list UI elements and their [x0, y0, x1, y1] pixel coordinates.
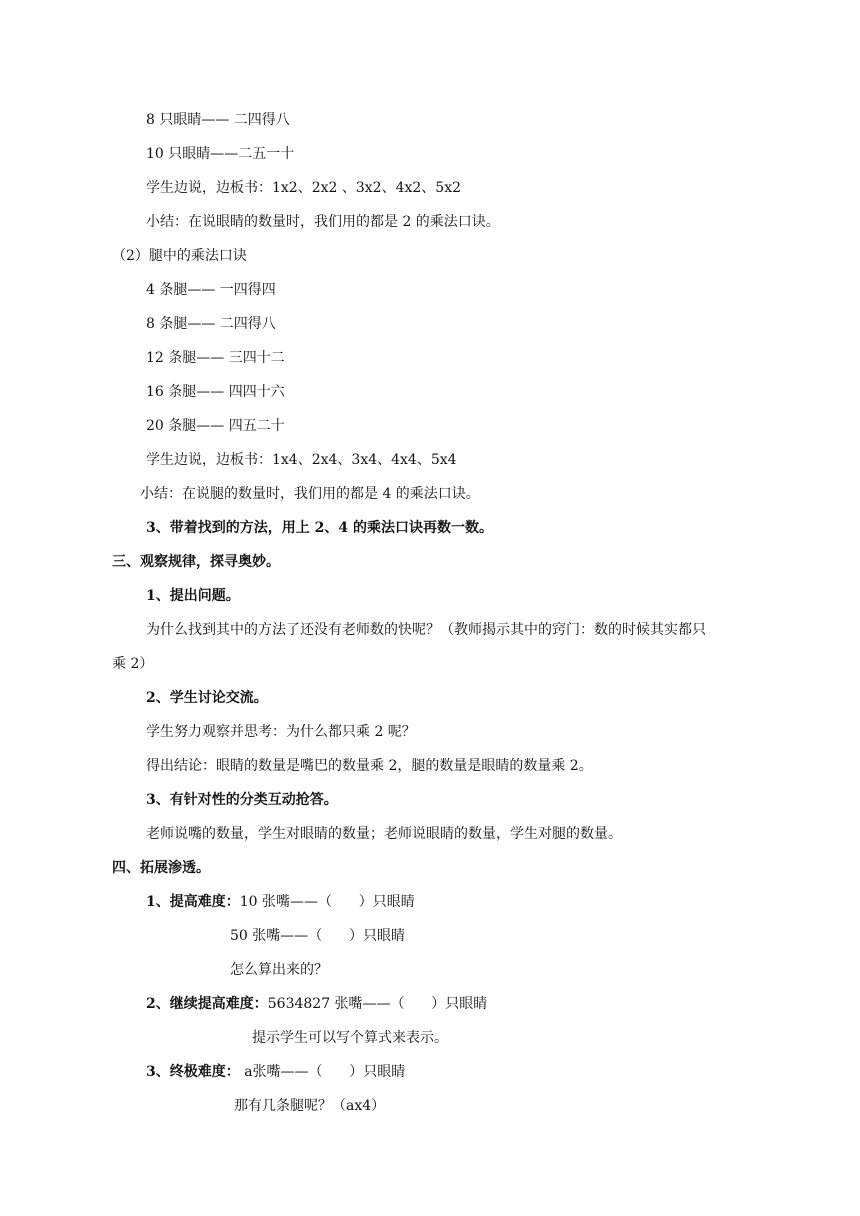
legs-4-line: 4 条腿—— 一四得四 [146, 282, 276, 298]
question-2-hint: 提示学生可以写个算式来表示。 [252, 1030, 448, 1046]
question-3 [146, 1063, 405, 1081]
question-1 [146, 893, 415, 911]
legs-board-line: 学生边说，边板书：1x4、2x4、3x4、4x4、5x4 [146, 452, 457, 468]
question-2-label: 2、继续提高难度： [146, 996, 268, 1012]
section-3-item-1-text-cont: 乘 2） [112, 656, 154, 672]
section-3-item-2-text: 学生努力观察并思考：为什么都只乘 2 呢？ [146, 724, 416, 740]
question-2 [146, 995, 487, 1013]
question-3-followup: 那有几条腿呢？（ax4） [234, 1098, 386, 1114]
question-3-text: a张嘴——（ ）只眼睛 [239, 1064, 406, 1080]
section-3-item-3-text: 老师说嘴的数量，学生对眼睛的数量；老师说眼睛的数量，学生对腿的数量。 [146, 826, 622, 842]
question-1-text: 10 张嘴——（ ）只眼睛 [239, 894, 415, 910]
question-2-text: 5634827 张嘴——（ ）只眼睛 [267, 996, 488, 1012]
legs-20-line: 20 条腿—— 四五二十 [146, 418, 285, 434]
legs-heading: （2）腿中的乘法口诀 [112, 248, 247, 264]
eyes-board-line: 学生边说，边板书：1x2、2x2 、3x2、4x2、5x2 [146, 180, 461, 196]
eyes-summary-line: 小结：在说眼睛的数量时，我们用的都是 2 的乘法口诀。 [146, 214, 500, 230]
section-3-item-2-conclusion: 得出结论：眼睛的数量是嘴巴的数量乘 2，腿的数量是眼睛的数量乘 2。 [146, 758, 593, 774]
section-3-item-3-title: 3、有针对性的分类互动抢答。 [146, 792, 338, 808]
question-1-line-b: 50 张嘴——（ ）只眼睛 [230, 928, 405, 944]
section-4-heading: 四、拓展渗透。 [112, 860, 210, 876]
step-3-title: 3、带着找到的方法，用上 2、4 的乘法口诀再数一数。 [146, 520, 493, 536]
section-3-item-1-text: 为什么找到其中的方法了还没有老师数的快呢？（教师揭示其中的窍门：数的时候其实都只 [146, 622, 706, 638]
legs-summary-line: 小结：在说腿的数量时，我们用的都是 4 的乘法口诀。 [140, 486, 480, 502]
legs-8-line: 8 条腿—— 二四得八 [146, 316, 276, 332]
legs-12-line: 12 条腿—— 三四十二 [146, 350, 285, 366]
section-3-item-1-title: 1、提出问题。 [146, 588, 240, 604]
question-1-line-c: 怎么算出来的？ [230, 962, 328, 978]
eyes-8-line: 8 只眼睛—— 二四得八 [146, 112, 290, 128]
question-3-label: 3、终极难度： [146, 1064, 240, 1080]
section-3-heading: 三、观察规律，探寻奥妙。 [112, 554, 280, 570]
question-1-label: 1、提高难度： [146, 894, 240, 910]
legs-16-line: 16 条腿—— 四四十六 [146, 384, 285, 400]
section-3-item-2-title: 2、学生讨论交流。 [146, 690, 268, 706]
eyes-10-line: 10 只眼睛——二五一十 [146, 146, 295, 162]
